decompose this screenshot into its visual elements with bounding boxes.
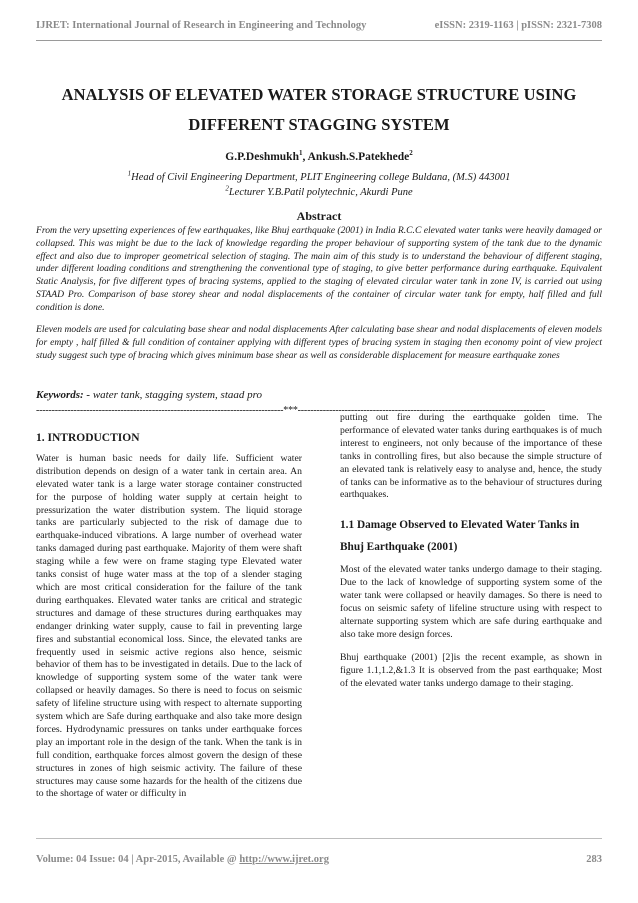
abstract-heading: Abstract <box>296 209 342 223</box>
section-1-1-heading: 1.1 Damage Observed to Elevated Water Tanks in Bhuj Earthquake (2001) <box>340 519 580 554</box>
issn: eISSN: 2319-1163 | pISSN: 2321-7308 <box>434 20 602 31</box>
footer-url-link[interactable]: http://www.ijret.org <box>239 854 329 865</box>
abstract-paragraph-2: Eleven models are used for calculating base shear and nodal displacements After calculating base shear and nodal displacements of eleven models for empty , half filled & full condition of container applying with different types of bracing system in staging then economy point of view project study suggest such type of bracing which gives minimum base shear as well as considerable displacement for measure earthquake zones <box>36 324 602 361</box>
running-footer <box>36 854 602 865</box>
introduction-paragraph-continued: putting out fire during the earthquake golden time. The performance of elevated water tanks during earthquakes is of much interest to engineers, not only because of the importance of these tanks in controlling fires, but also because the simple structure of an elevated tank is relatively easy to analyse and, hence, the study of tanks can be informative as to the behaviour of structures during earthquakes. <box>340 412 602 501</box>
author-1: G.P.Deshmukh <box>225 151 299 163</box>
paper-title <box>30 80 608 140</box>
affiliation-1 <box>30 169 608 183</box>
footer-volume-text: Volume: 04 Issue: 04 | Apr-2015, Available @ <box>36 854 240 865</box>
title-line-2: DIFFERENT STAGGING SYSTEM <box>188 115 450 134</box>
title-line-1: ANALYSIS OF ELEVATED WATER STORAGE STRUCTURE USING <box>61 85 577 104</box>
keywords <box>36 389 262 401</box>
affiliation-2-sup: 2 <box>225 184 229 193</box>
section-1-1-paragraph-2: Bhuj earthquake (2001) [2]is the recent example, as shown in figure 1.1,1.2,&1.3 It is observed from the past earthquake; Most of the elevated water tanks undergo damage to their staging. <box>340 651 602 689</box>
section-1-1-paragraph-1: Most of the elevated water tanks undergo damage to their staging. Due to the lack of knowledge of supporting system some of the water tank were collapsed or heavily damages. So there is need to focus on seismic safety of lifeline structure using with respect to alternate supporting system which are safe during earthquake and also take more design forces. <box>340 564 602 640</box>
page-number: 283 <box>586 854 602 865</box>
authors <box>30 151 608 163</box>
affiliation-2-text: Lecturer Y.B.Patil polytechnic, Akurdi Pune <box>228 187 413 198</box>
footer-volume <box>36 854 329 865</box>
abstract-paragraph-1: From the very upsetting experiences of few earthquakes, like Bhuj earthquake (2001) in India R.C.C elevated water tanks were heavily damaged or collapsed. This was might be due to the lack of knowledge regarding the proper behaviour of supporting system of the tank due to the dynamic effect and also due to improper geometrical selection of staging. The main aim of this study is to understand the behaviour of different staging, under different loading conditions and strengthening the conventional type of staging, to give better performance during earthquake. Equivalent Static Analysis, for five different types of bracing systems, applied to the staging of elevated circular water tank in zone IV, is carried out using STAAD Pro. Comparison of base storey shear and nodal displacements of the container of circular water tank for empty, half filled and full condition is done. <box>36 225 602 313</box>
affiliation-2 <box>30 184 608 198</box>
right-column <box>340 412 602 701</box>
running-header <box>36 20 602 36</box>
header-rule <box>36 40 602 41</box>
journal-name: IJRET: International Journal of Research in Engineering and Technology <box>36 20 367 31</box>
left-column <box>36 432 302 811</box>
affiliation-1-sup: 1 <box>127 169 132 178</box>
section-divider: -------------------------------------------------------------------------------***------------------------------------------------------------------------------- <box>36 405 545 416</box>
author-1-sup: 1 <box>298 149 303 158</box>
affiliation-1-text: Head of Civil Engineering Department, PLIT Engineering college Buldana, (M.S) 443001 <box>131 172 511 183</box>
introduction-paragraph: Water is human basic needs for daily life. Sufficient water distribution depends on design of a water tank in certain area. An elevated water tank is a large water storage container constructed for the purpose of holding water supply at certain height to pressurization the water distribution system. The liquid storage tanks are particularly subjected to the risk of damage due to earthquake-induced vibrations. A large number of overhead water tanks damaged during past earthquake. Majority of them were shaft staging while a few were on frame staging type Elevated water tanks consist of huge water mass at the top of a slender staging which are most critical consideration for the failure of the tank during earthquakes. Elevated water tanks are critical and strategic structures and damage of these structures during earthquakes may endanger drinking water supply, cause to fail in preventing large fires and substantial economical loss. Since, the elevated tanks are frequently used in seismic active regions also hence, seismic behavior of them has to be investigated in details. Due to the lack of knowledge of supporting system some of the water tank were collapsed or heavily damages. So there is need to focus on seismic safety of lifeline structure using with respect to alternate supporting system which are Safe during earthquake and also take more design forces. Hydrodynamic pressures on tanks under earthquake forces play an important role in the design of the tank. When the tank is in full condition, earthquake forces almost govern the design of these structures in zones of high seismic activity. The failure of these structures may cause some hazards for the health of the citizens due to the shortage of water or difficulty in <box>36 452 302 800</box>
author-2-sup: 2 <box>409 149 413 158</box>
keywords-text: water tank, stagging system, staad pro <box>90 389 263 401</box>
keywords-label: Keywords: - <box>36 389 91 401</box>
introduction-heading: 1. INTRODUCTION <box>36 432 140 444</box>
footer-rule <box>36 838 602 839</box>
author-sep: , <box>302 151 308 163</box>
author-2: Ankush.S.Patekhede <box>307 151 410 163</box>
